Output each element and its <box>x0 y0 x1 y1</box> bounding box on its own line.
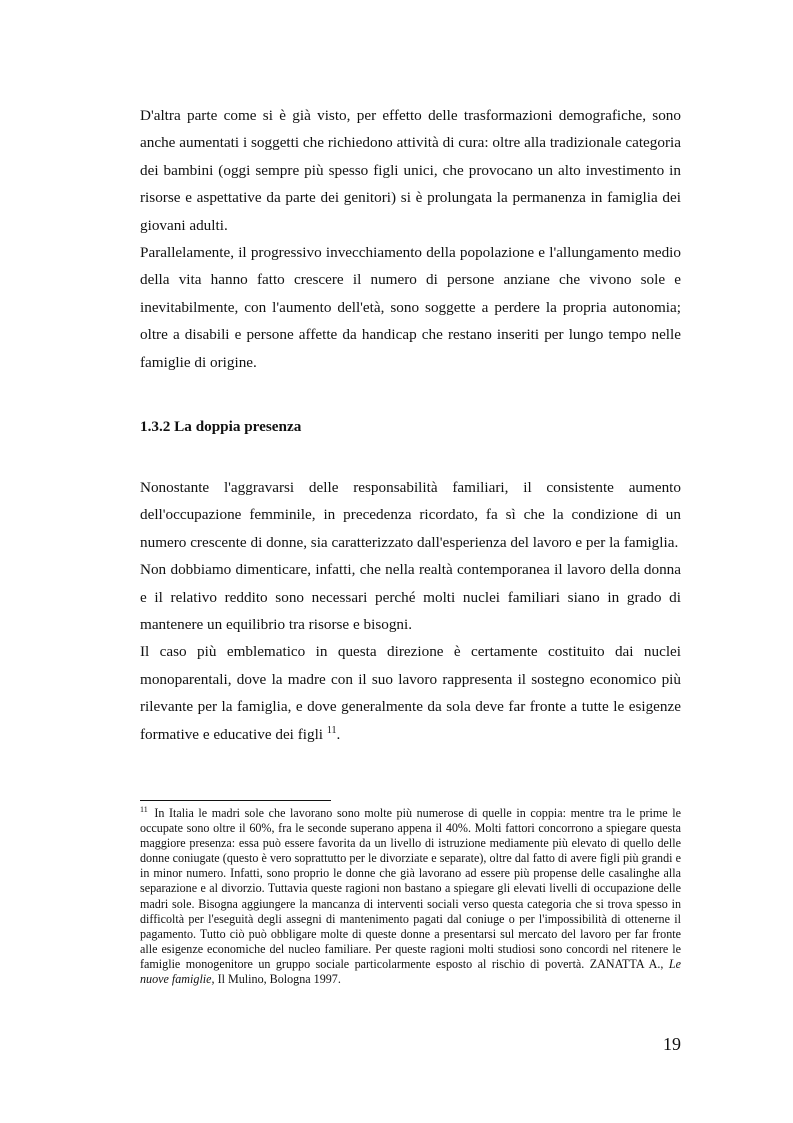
text-block-top <box>140 102 681 376</box>
paragraph-monoparentali <box>140 638 681 748</box>
footnote-11 <box>140 806 681 987</box>
footnote-text: In Italia le madri sole che lavorano sono molte più numerose di quelle in coppia: mentre tra le prime le occupate sono oltre il 60%, fra le seconde superano appena il 40%. Molti fattori concorrono a spiegare questa maggiore presenza: essa può essere favorita da un livello di istruzione mediamente più elevato di quello delle donne coniugate (questo è vero soprattutto per le divorziate e separate), oltre dal fatto di avere figli più grandi e in minor numero. Infatti, sono proprio le donne che già lavorano ad essere più propense delle casalinghe alla separazione e al divorzio. Tuttavia queste ragioni non bastano a spiegare gli elevati livelli di occupazione delle madri sole. Bisogna aggiungere la mancanza di interventi sociali verso questa categoria che si trova spesso in difficoltà per l'eseguità degli assegni di mantenimento pagati dal coniuge o per l'impossibilità di ottenerne il pagamento. Tutto ciò può obbligare molte di queste donne a presentarsi sul mercato del lavoro per far fronte alle esigenze economiche del nucleo familiare. Per queste ragioni molti studiosi sono concordi nel ritenere le famiglie monogenitore un gruppo sociale particolarmente esposto al rischio di povertà. <box>140 806 681 971</box>
paragraph-occupazione: Nonostante l'aggravarsi delle responsabilità familiari, il consistente aumento dell'occupazione femminile, in precedenza ricordato, fa sì che la condizione di un numero crescente di donne, sia caratterizzato dall'esperienza del lavoro e per la famiglia. <box>140 479 681 551</box>
citation-title: Le nuove famiglie, <box>140 956 682 987</box>
paragraph-cura: D'altra parte come si è già visto, per effetto delle trasformazioni demografiche, sono anche aumentati i soggetti che richiedono attività di cura: oltre alla tradizionale categoria dei bambini (oggi sempre più spesso figli unici, che provocano un alto investimento in risorse e aspettative da parte dei genitori) si è prolungata la permanenza in famiglia dei giovani adulti. <box>140 107 681 234</box>
footnote-marker: 11 <box>140 804 148 814</box>
footnote-reference[interactable]: 11 <box>326 724 337 736</box>
paragraph-monoparentali-end: . <box>336 725 341 743</box>
section-heading: 1.3.2 La doppia presenza <box>140 418 302 435</box>
text-block-doppia-presenza <box>140 474 681 748</box>
paragraph-monoparentali-text: Il caso più emblematico in questa direzione è certamente costituito dai nuclei monoparentali, dove la madre con il suo lavoro rappresenta il sostegno economico più rilevante per la famiglia, e dove generalmente da sola deve far fronte a tutte le esigenze formative e educative dei figli <box>140 643 681 743</box>
paragraph-reddito: Non dobbiamo dimenticare, infatti, che nella realtà contemporanea il lavoro della donna e il relativo reddito sono necessari perché molti nuclei familiari siano in grado di mantenere un equilibrio tra risorse e bisogni. <box>140 561 681 634</box>
citation-publisher: Il Mulino, Bologna 1997. <box>217 972 341 987</box>
page-number: 19 <box>663 1034 681 1054</box>
footnote-separator <box>140 800 331 801</box>
citation-author: ZANATTA A., <box>589 956 664 971</box>
paragraph-invecchiamento: Parallelamente, il progressivo invecchiamento della popolazione e l'allungamento medio della vita hanno fatto crescere il numero di persone anziane che vivono sole e inevitabilmente, con l'aumento dell'età, sono soggette a perdere la propria autonomia; oltre a disabili e persone affette da handicap che restano inseriti per lungo tempo nelle famiglie di origine. <box>140 244 681 371</box>
